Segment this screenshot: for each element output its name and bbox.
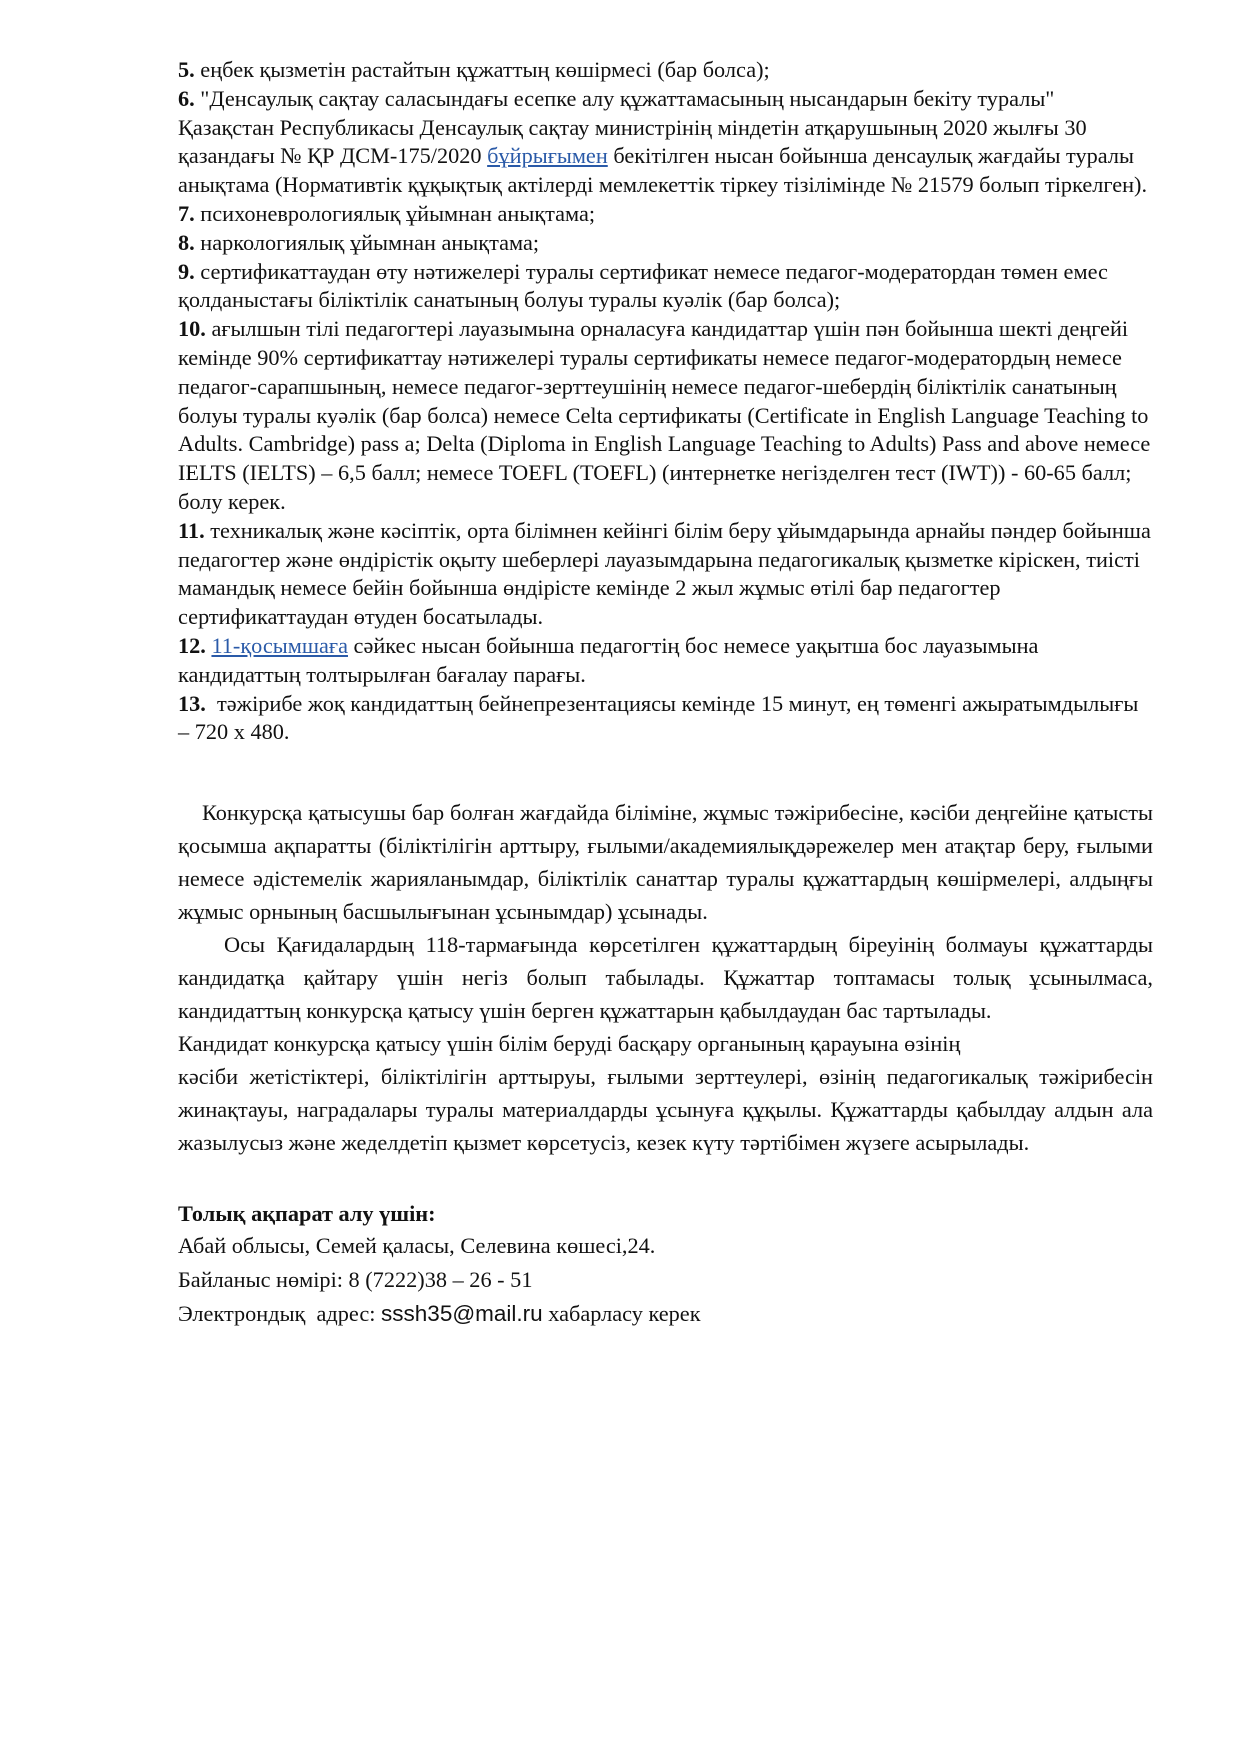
list-item bbox=[178, 258, 1153, 316]
spacer bbox=[178, 747, 1153, 796]
missing-documents-paragraph: Осы Қағидалардың 118-тармағында көрсетілген құжаттардың біреуінің болмауы құжаттарды кандидатқа қайтару үшін негіз болып табылады. Құжаттар топтамасы толық ұсынылмаса, кандидаттың конкурсқа қатысу үшін берген құжаттарын қабылдаудан бас тартылады. bbox=[178, 932, 1153, 1024]
item-text: сәйкес нысан бойынша педагогтің бос немесе уақытша бос лауазымына кандидаттың толтырылған бағалау парағы. bbox=[178, 632, 1039, 687]
spacer bbox=[178, 1159, 1153, 1199]
candidate-rights-first-line: Кандидат конкурсқа қатысу үшін білім беруді басқару органының қарауына өзінің bbox=[178, 1031, 961, 1057]
item-text: бекітілген нысан бойынша денсаулық жағдайы туралы анықтама (Нормативтік құқықтық актілерді мемлекеттік тіркеу тізілімінде № 21579 болып тіркелген). bbox=[178, 143, 1148, 198]
list-item bbox=[178, 690, 1153, 748]
item-text: тәжірибе жоқ кандидаттың бейнепрезентациясы кемінде 15 минут, ең төменгі ажыратымдылығы – 720 х 480. bbox=[178, 690, 1144, 745]
list-item bbox=[178, 200, 1153, 229]
list-item bbox=[178, 56, 1153, 85]
contact-email-line bbox=[178, 1297, 1153, 1331]
item-number: 6. bbox=[178, 85, 195, 111]
item-number: 7. bbox=[178, 200, 195, 226]
email-suffix: хабарласу керек bbox=[542, 1301, 701, 1327]
appendix-link[interactable]: 11-қосымшаға bbox=[211, 632, 348, 658]
item-number: 5. bbox=[178, 57, 195, 82]
item-number: 9. bbox=[178, 258, 195, 284]
item-number: 13. bbox=[178, 690, 206, 716]
contact-block bbox=[178, 1199, 1153, 1331]
item-number: 10. bbox=[178, 316, 206, 342]
document-page bbox=[178, 56, 1153, 1331]
requirements-list bbox=[178, 56, 1153, 747]
list-item bbox=[178, 315, 1153, 517]
item-text: наркологиялық ұйымнан анықтама; bbox=[194, 229, 540, 255]
item-text: техникалық және кәсіптік, орта білімнен кейінгі білім беру ұйымдарында арнайы пәндер бойынша педагогтер және өндірістік оқыту шеберлері лауазымдарына педагогикалық қызметке кіріскен, тиісті мамандық немесе бейін бойынша өндірісте кемінде 2 жыл жұмыс өтілі бар педагогтер сертификаттаудан өтуден босатылады. bbox=[178, 517, 1151, 630]
list-item bbox=[178, 229, 1153, 258]
email-address[interactable]: sssh35@mail.ru bbox=[381, 1301, 543, 1327]
item-text: ағылшын тілі педагогтері лауазымына орналасуға кандидаттар үшін пән бойынша шекті деңгейі кемінде 90% сертификаттау нәтижелері туралы сертификаты немесе педагог-модератордың немесе педагог-сарапшының, немесе педагог-зерттеушінің немесе педагог-шебердің біліктілік санатының болуы туралы куәлік (бар болса) немесе Celta сертификаты (Certificate in English Language Teaching to Adults. Cambridge) pass a; Delta (Diploma in English Language Teaching to Adults) Pass and above немесе IELTS (IELTS) – 6,5 балл; немесе TOEFL (TOEFL) (интернетке негізделген тест (IWT)) - 60-65 балл; болу керек. bbox=[178, 316, 1151, 514]
item-text: сертификаттаудан өту нәтижелері туралы сертификат немесе педагог-модератордан төмен емес қолданыстағы біліктілік санатының болуы туралы куәлік (бар болса); bbox=[178, 258, 1108, 313]
item-number: 12. bbox=[178, 632, 206, 658]
email-label: Электрондық адрес: bbox=[178, 1301, 382, 1327]
order-link[interactable]: бұйрығымен bbox=[487, 143, 608, 169]
item-text: еңбек қызметін растайтын құжаттың көшірмесі (бар болса); bbox=[194, 57, 770, 82]
item-number: 11. bbox=[178, 517, 205, 543]
contact-title: Толық ақпарат алу үшін: bbox=[178, 1201, 436, 1227]
list-item bbox=[178, 517, 1153, 632]
item-number: 8. bbox=[178, 229, 195, 255]
item-text: психоневрологиялық ұйымнан анықтама; bbox=[194, 200, 596, 226]
list-item bbox=[178, 85, 1153, 200]
list-item bbox=[178, 632, 1153, 690]
contact-phone: Байланыс нөмірі: 8 (7222)38 – 26 - 51 bbox=[178, 1267, 533, 1293]
contact-address: Абай облысы, Семей қаласы, Селевина көшесі,24. bbox=[178, 1233, 656, 1259]
candidate-rights-paragraph: кәсіби жетістіктері, біліктілігін арттыруы, ғылыми зерттеулері, өзінің педагогикалық тәжірибесін жинақтауы, наградалары туралы материалдарды ұсынуға құқылы. Құжаттарды қабылдау алдын ала жазылусыз және жеделдетіп қызмет көрсетусіз, кезек күту тәртібімен жүзеге асырылады. bbox=[178, 1064, 1153, 1156]
additional-info-paragraph: Конкурсқа қатысушы бар болған жағдайда біліміне, жұмыс тәжірибесіне, кәсіби деңгейіне қатысты қосымша ақпаратты (біліктілігін арттыру, ғылыми/академиялықдәрежелер мен атақтар беру, ғылыми немесе әдістемелік жарияланымдар, біліктілік санаттар туралы құжаттардың көшірмелері, алдыңғы жұмыс орнының басшылығынан ұсынымдар) ұсынады. bbox=[178, 800, 1153, 925]
item-text: "Денсаулық сақтау саласындағы есепке алу құжаттамасының нысандарын бекіту туралы" Қазақстан Республикасы Денсаулық сақтау министрінің міндетін атқарушының 2020 жылғы 30 қазандағы № ҚР ДСМ-175/2020 bbox=[178, 85, 1087, 169]
